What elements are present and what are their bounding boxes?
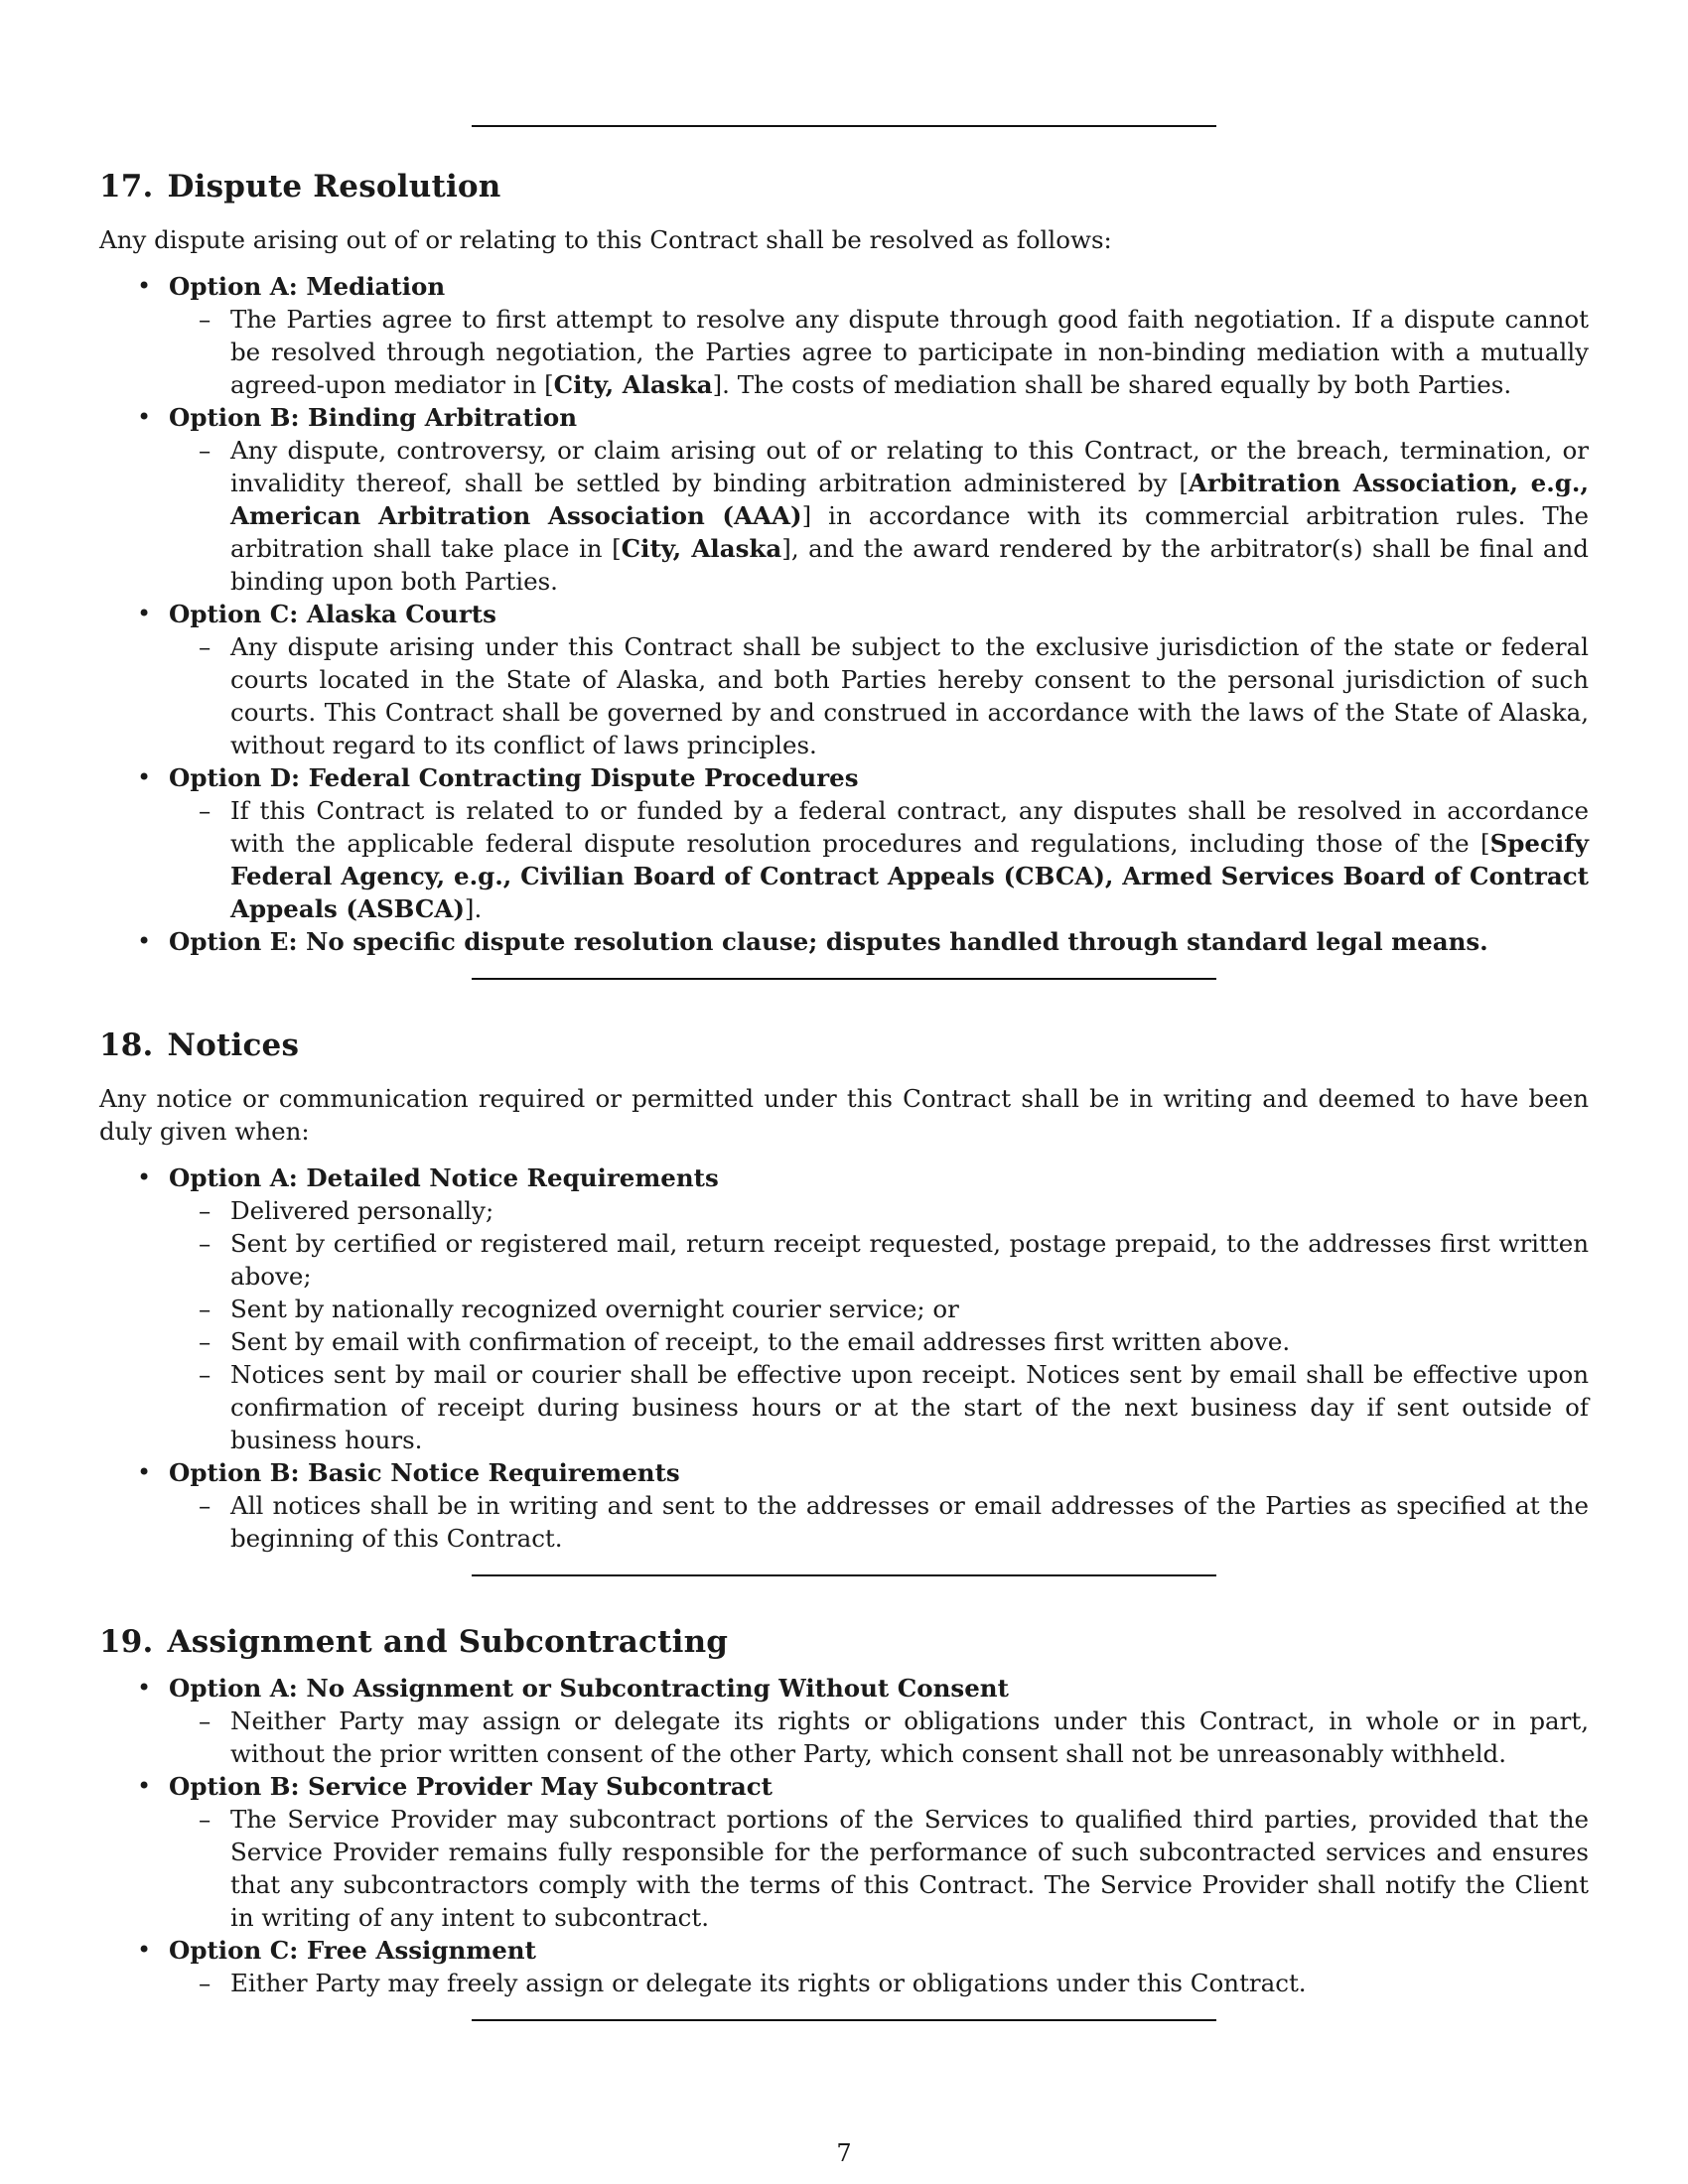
option-title: Option A: Detailed Notice Requirements (169, 1163, 719, 1193)
clause-text: The Parties agree to first attempt to resolve any dispute through good faith negotiation. If a dispute cannot be resolved through negotiation, the Parties agree to participate in non-binding mediation with a mutually agreed-upon mediator in [ (230, 305, 1589, 400)
bullet-icon: • (137, 1935, 152, 1964)
section-notices (99, 1027, 1589, 1555)
clause-text: Any dispute arising under this Contract shall be subject to the exclusive jurisdiction of the state or federal courts located in the State of Alaska, and both Parties hereby consent to the personal jurisdiction of such courts. This Contract shall be governed by and construed in accordance with the laws of the State of Alaska, without regard to its conflict of laws principles. (230, 632, 1589, 760)
sub-item (169, 1293, 1589, 1325)
sub-item (169, 1358, 1589, 1456)
sub-item (169, 434, 1589, 598)
sub-list (169, 1194, 1589, 1456)
sub-item (169, 1227, 1589, 1293)
placeholder-text: Arbitration Association, e.g., American Arbitration Association (AAA) (230, 469, 1589, 531)
bullet-icon: • (137, 600, 152, 628)
placeholder-text: City, Alaska (621, 534, 782, 564)
option-item (99, 270, 1589, 401)
dash-icon: – (199, 1327, 211, 1357)
option-title: Option C: Free Assignment (169, 1935, 536, 1965)
sub-item (169, 1705, 1589, 1770)
bullet-icon: • (137, 403, 152, 432)
option-item (99, 925, 1589, 958)
sub-list (169, 1705, 1589, 1770)
option-title: Option A: No Assignment or Subcontracting Without Consent (169, 1673, 1009, 1703)
sub-item (169, 1194, 1589, 1227)
sub-list (169, 1803, 1589, 1934)
dash-icon: – (199, 1295, 211, 1324)
dash-icon: – (199, 1491, 211, 1521)
sub-item (169, 794, 1589, 925)
dash-icon: – (199, 796, 211, 826)
clause-text: Notices sent by mail or courier shall be effective upon receipt. Notices sent by email shall be effective upon confirmation of receipt during business hours or at the start of the next business day if sent outside of business hours. (230, 1360, 1589, 1455)
clause-text: Delivered personally; (230, 1196, 494, 1226)
clause-text: Sent by nationally recognized overnight courier service; or (230, 1295, 959, 1324)
clause-text: Sent by email with confirmation of receipt, to the email addresses first written above. (230, 1327, 1291, 1357)
bullet-icon: • (137, 1458, 152, 1487)
placeholder-text: Specify Federal Agency, e.g., Civilian Board of Contract Appeals (CBCA), Armed Services Board of Contract Appeals (ASBCA) (230, 829, 1589, 924)
clause-text: ], and the award rendered by the arbitrator(s) shall be final and binding upon both Parties. (230, 534, 1589, 597)
section-number: 18. (99, 1027, 154, 1064)
clause-text: All notices shall be in writing and sent to the addresses or email addresses of the Parties as specified at the beginning of this Contract. (230, 1491, 1589, 1554)
section-title: Assignment and Subcontracting (167, 1624, 729, 1661)
horizontal-rule (472, 1574, 1216, 1576)
option-list (99, 270, 1589, 958)
section-title: Notices (167, 1027, 300, 1064)
sub-item (169, 303, 1589, 401)
section-title: Dispute Resolution (167, 169, 501, 205)
option-item (99, 1770, 1589, 1934)
option-title: Option A: Mediation (169, 272, 446, 302)
option-item (99, 401, 1589, 598)
sub-list (169, 1967, 1589, 1999)
dash-icon: – (199, 1706, 211, 1735)
section-intro: Any notice or communication required or permitted under this Contract shall be in writing and deemed to have been duly given when: (99, 1084, 1589, 1147)
bullet-icon: • (137, 927, 152, 956)
bullet-icon: • (137, 1673, 152, 1702)
dash-icon: – (199, 436, 211, 466)
dash-icon: – (199, 1804, 211, 1834)
section-number: 17. (99, 169, 154, 205)
bullet-icon: • (137, 272, 152, 301)
bullet-icon: • (137, 1771, 152, 1800)
horizontal-rule (472, 978, 1216, 980)
clause-text: Sent by certified or registered mail, return receipt requested, postage prepaid, to the addresses first written above; (230, 1229, 1589, 1292)
dash-icon: – (199, 1360, 211, 1390)
sub-list (169, 434, 1589, 598)
option-item (99, 761, 1589, 925)
sub-item (169, 630, 1589, 761)
option-title: Option D: Federal Contracting Dispute Procedures (169, 763, 859, 793)
option-item (99, 1456, 1589, 1555)
section-intro: Any dispute arising out of or relating to this Contract shall be resolved as follows: (99, 225, 1112, 255)
section-heading (99, 1027, 1589, 1064)
clause-text: Neither Party may assign or delegate its rights or obligations under this Contract, in whole or in part, without the prior written consent of the other Party, which consent shall not be unreasonably withheld. (230, 1706, 1589, 1768)
option-list (99, 1161, 1589, 1555)
horizontal-rule (472, 2019, 1216, 2021)
horizontal-rule (472, 125, 1216, 127)
option-title: Option E: No specific dispute resolution clause; disputes handled through standard legal means. (169, 927, 1488, 957)
section-dispute-resolution (99, 169, 1589, 958)
section-assignment-subcontracting (99, 1624, 1589, 1998)
clause-text: The Service Provider may subcontract portions of the Services to qualified third parties, provided that the Service Provider remains fully responsible for the performance of such subcontracted services and ensures that any subcontractors comply with the terms of this Contract. The Service Provider shall notify the Client in writing of any intent to subcontract. (230, 1804, 1589, 1932)
option-list (99, 1672, 1589, 1999)
dash-icon: – (199, 1968, 211, 1997)
option-title: Option B: Service Provider May Subcontract (169, 1771, 774, 1801)
clause-text: Either Party may freely assign or delegate its rights or obligations under this Contract. (230, 1968, 1307, 1997)
document-page (99, 0, 1589, 2184)
option-item (99, 598, 1589, 761)
clause-text: ]. The costs of mediation shall be shared equally by both Parties. (712, 370, 1512, 400)
placeholder-text: City, Alaska (553, 370, 713, 400)
clause-text: ]. (464, 894, 483, 924)
sub-list (169, 303, 1589, 401)
sub-item (169, 1803, 1589, 1934)
sub-item (169, 1489, 1589, 1555)
sub-item (169, 1325, 1589, 1358)
option-title: Option B: Basic Notice Requirements (169, 1458, 680, 1488)
page-number: 7 (836, 2139, 852, 2167)
dash-icon: – (199, 632, 211, 662)
option-item (99, 1672, 1589, 1770)
sub-list (169, 1489, 1589, 1555)
dash-icon: – (199, 305, 211, 335)
clause-text: If this Contract is related to or funded by a federal contract, any disputes shall be resolved in accordance with the applicable federal dispute resolution procedures and regulations, including those of the [ (230, 796, 1589, 859)
section-number: 19. (99, 1624, 154, 1661)
section-heading (99, 169, 1589, 205)
option-title: Option B: Binding Arbitration (169, 403, 578, 433)
bullet-icon: • (137, 1163, 152, 1192)
sub-item (169, 1967, 1589, 1999)
dash-icon: – (199, 1229, 211, 1259)
section-heading (99, 1624, 1589, 1661)
dash-icon: – (199, 1196, 211, 1226)
bullet-icon: • (137, 763, 152, 792)
clause-text: ] in accordance with its commercial arbitration rules. The arbitration shall take place in [ (230, 501, 1589, 564)
option-title: Option C: Alaska Courts (169, 600, 496, 629)
option-item (99, 1161, 1589, 1456)
clause-text: Any dispute, controversy, or claim arising out of or relating to this Contract, or the breach, termination, or invalidity thereof, shall be settled by binding arbitration administered by [ (230, 436, 1589, 498)
option-item (99, 1934, 1589, 1999)
sub-list (169, 630, 1589, 761)
sub-list (169, 794, 1589, 925)
